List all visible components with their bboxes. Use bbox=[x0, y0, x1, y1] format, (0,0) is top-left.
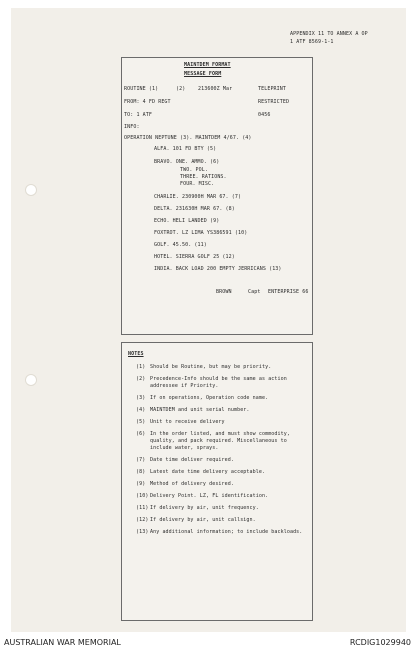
note-number: (3) bbox=[136, 395, 146, 401]
india-line: INDIA. BACK LOAD 200 EMPTY JERRICANS (13) bbox=[154, 266, 282, 272]
charlie-line: CHARLIE. 230900H MAR 67. (7) bbox=[154, 194, 242, 200]
alfa-line: ALFA. 101 FD BTY (5) bbox=[154, 146, 217, 152]
appendix-line-1: APPENDIX 11 TO ANNEX A OP bbox=[290, 31, 368, 37]
hotel-line: HOTEL. SIERRA GOLF 25 (12) bbox=[154, 254, 235, 260]
appendix-header bbox=[290, 30, 368, 46]
note-number: (1) bbox=[136, 364, 146, 370]
note-number: (12) bbox=[136, 517, 149, 523]
appendix-line-2: 1 ATF 8569-1-1 bbox=[290, 39, 334, 45]
footer-right: RCDIG1029940 bbox=[349, 638, 411, 647]
notes-title: NOTES bbox=[128, 351, 144, 357]
note-text: Precedence-Info should be the same as action addressee if Priority. bbox=[150, 376, 287, 389]
note-number: (11) bbox=[136, 505, 149, 511]
note-item bbox=[136, 419, 308, 426]
from-field: FROM: 4 FD REGT bbox=[124, 99, 171, 105]
note-item bbox=[136, 364, 308, 371]
note-item bbox=[136, 407, 308, 414]
delta-line: DELTA. 231630H MAR 67. (8) bbox=[154, 206, 235, 212]
note-number: (6) bbox=[136, 431, 146, 437]
bravo-line: BRAVO. ONE. AMMO. (6) bbox=[154, 159, 220, 165]
note-number: (9) bbox=[136, 481, 146, 487]
bravo-line-3: THREE. RATIONS. bbox=[180, 174, 227, 180]
note-item bbox=[136, 457, 308, 464]
note-number: (4) bbox=[136, 407, 146, 413]
note-item bbox=[136, 529, 308, 536]
note-text: Latest date time delivery acceptable. bbox=[150, 469, 266, 475]
note-text: Delivery Point. LZ, FL identification. bbox=[150, 493, 269, 499]
note-text: Should be Routine, but may be priority. bbox=[150, 364, 272, 370]
message-form-box bbox=[121, 57, 313, 335]
reference-number: 0456 bbox=[258, 112, 271, 118]
note-number: (7) bbox=[136, 457, 146, 463]
teleprint-label: TELEPRINT bbox=[258, 86, 286, 92]
info-field: INFO: bbox=[124, 124, 140, 130]
note-number: (5) bbox=[136, 419, 146, 425]
dtg-number: (2) bbox=[176, 86, 186, 92]
note-item bbox=[136, 505, 308, 512]
note-text: If delivery by air, unit frequency. bbox=[150, 505, 259, 511]
note-text: Any additional information; to include backloads. bbox=[150, 529, 303, 535]
bravo-line-2: TWO. POL. bbox=[180, 167, 208, 173]
note-number: (13) bbox=[136, 529, 149, 535]
signer-name: BROWN bbox=[216, 289, 232, 295]
routine-field: ROUTINE (1) bbox=[124, 86, 159, 92]
note-text: Method of delivery desired. bbox=[150, 481, 234, 487]
echo-line: ECHO. HELI LANDED (9) bbox=[154, 218, 220, 224]
note-item bbox=[136, 493, 308, 500]
notes-box bbox=[121, 342, 313, 621]
operation-line: OPERATION NEPTUNE (3). MAINTDEM 4/67. (4) bbox=[124, 135, 252, 141]
to-field: TO: 1 ATF bbox=[124, 112, 152, 118]
dtg-field: 213600Z Mar bbox=[198, 86, 233, 92]
note-text: Unit to receive delivery bbox=[150, 419, 225, 425]
note-text: In the order listed, and must show commodity, quality, and pack required. Miscellaneous to include water, sprays. bbox=[150, 431, 290, 451]
note-number: (2) bbox=[136, 376, 146, 382]
note-text: If on operations, Operation code name. bbox=[150, 395, 269, 401]
foxtrot-line: FOXTROT. LZ LIMA YS386591 (10) bbox=[154, 230, 248, 236]
note-text: Date time deliver required. bbox=[150, 457, 234, 463]
golf-line: GOLF. 45.50. (11) bbox=[154, 242, 207, 248]
footer-left: AUSTRALIAN WAR MEMORIAL bbox=[4, 638, 121, 647]
restricted-label: RESTRICTED bbox=[258, 99, 290, 105]
punch-hole-top bbox=[25, 184, 37, 196]
form-subtitle: MESSAGE FORM bbox=[184, 71, 222, 77]
signer-reference: ENTERPRISE 66 bbox=[268, 289, 309, 295]
note-item bbox=[136, 481, 308, 488]
note-text: If delivery by air, unit callsign. bbox=[150, 517, 256, 523]
note-item bbox=[136, 469, 308, 476]
bravo-line-4: FOUR. MISC. bbox=[180, 181, 215, 187]
punch-hole-bottom bbox=[25, 374, 37, 386]
note-item bbox=[136, 395, 308, 402]
note-item bbox=[136, 376, 308, 390]
form-title: MAINTDEM FORMAT bbox=[184, 62, 231, 68]
note-text: MAINTDEM and unit serial number. bbox=[150, 407, 250, 413]
note-number: (8) bbox=[136, 469, 146, 475]
note-item bbox=[136, 431, 308, 452]
signer-rank: Capt bbox=[248, 289, 261, 295]
note-item bbox=[136, 517, 308, 524]
note-number: (10) bbox=[136, 493, 149, 499]
